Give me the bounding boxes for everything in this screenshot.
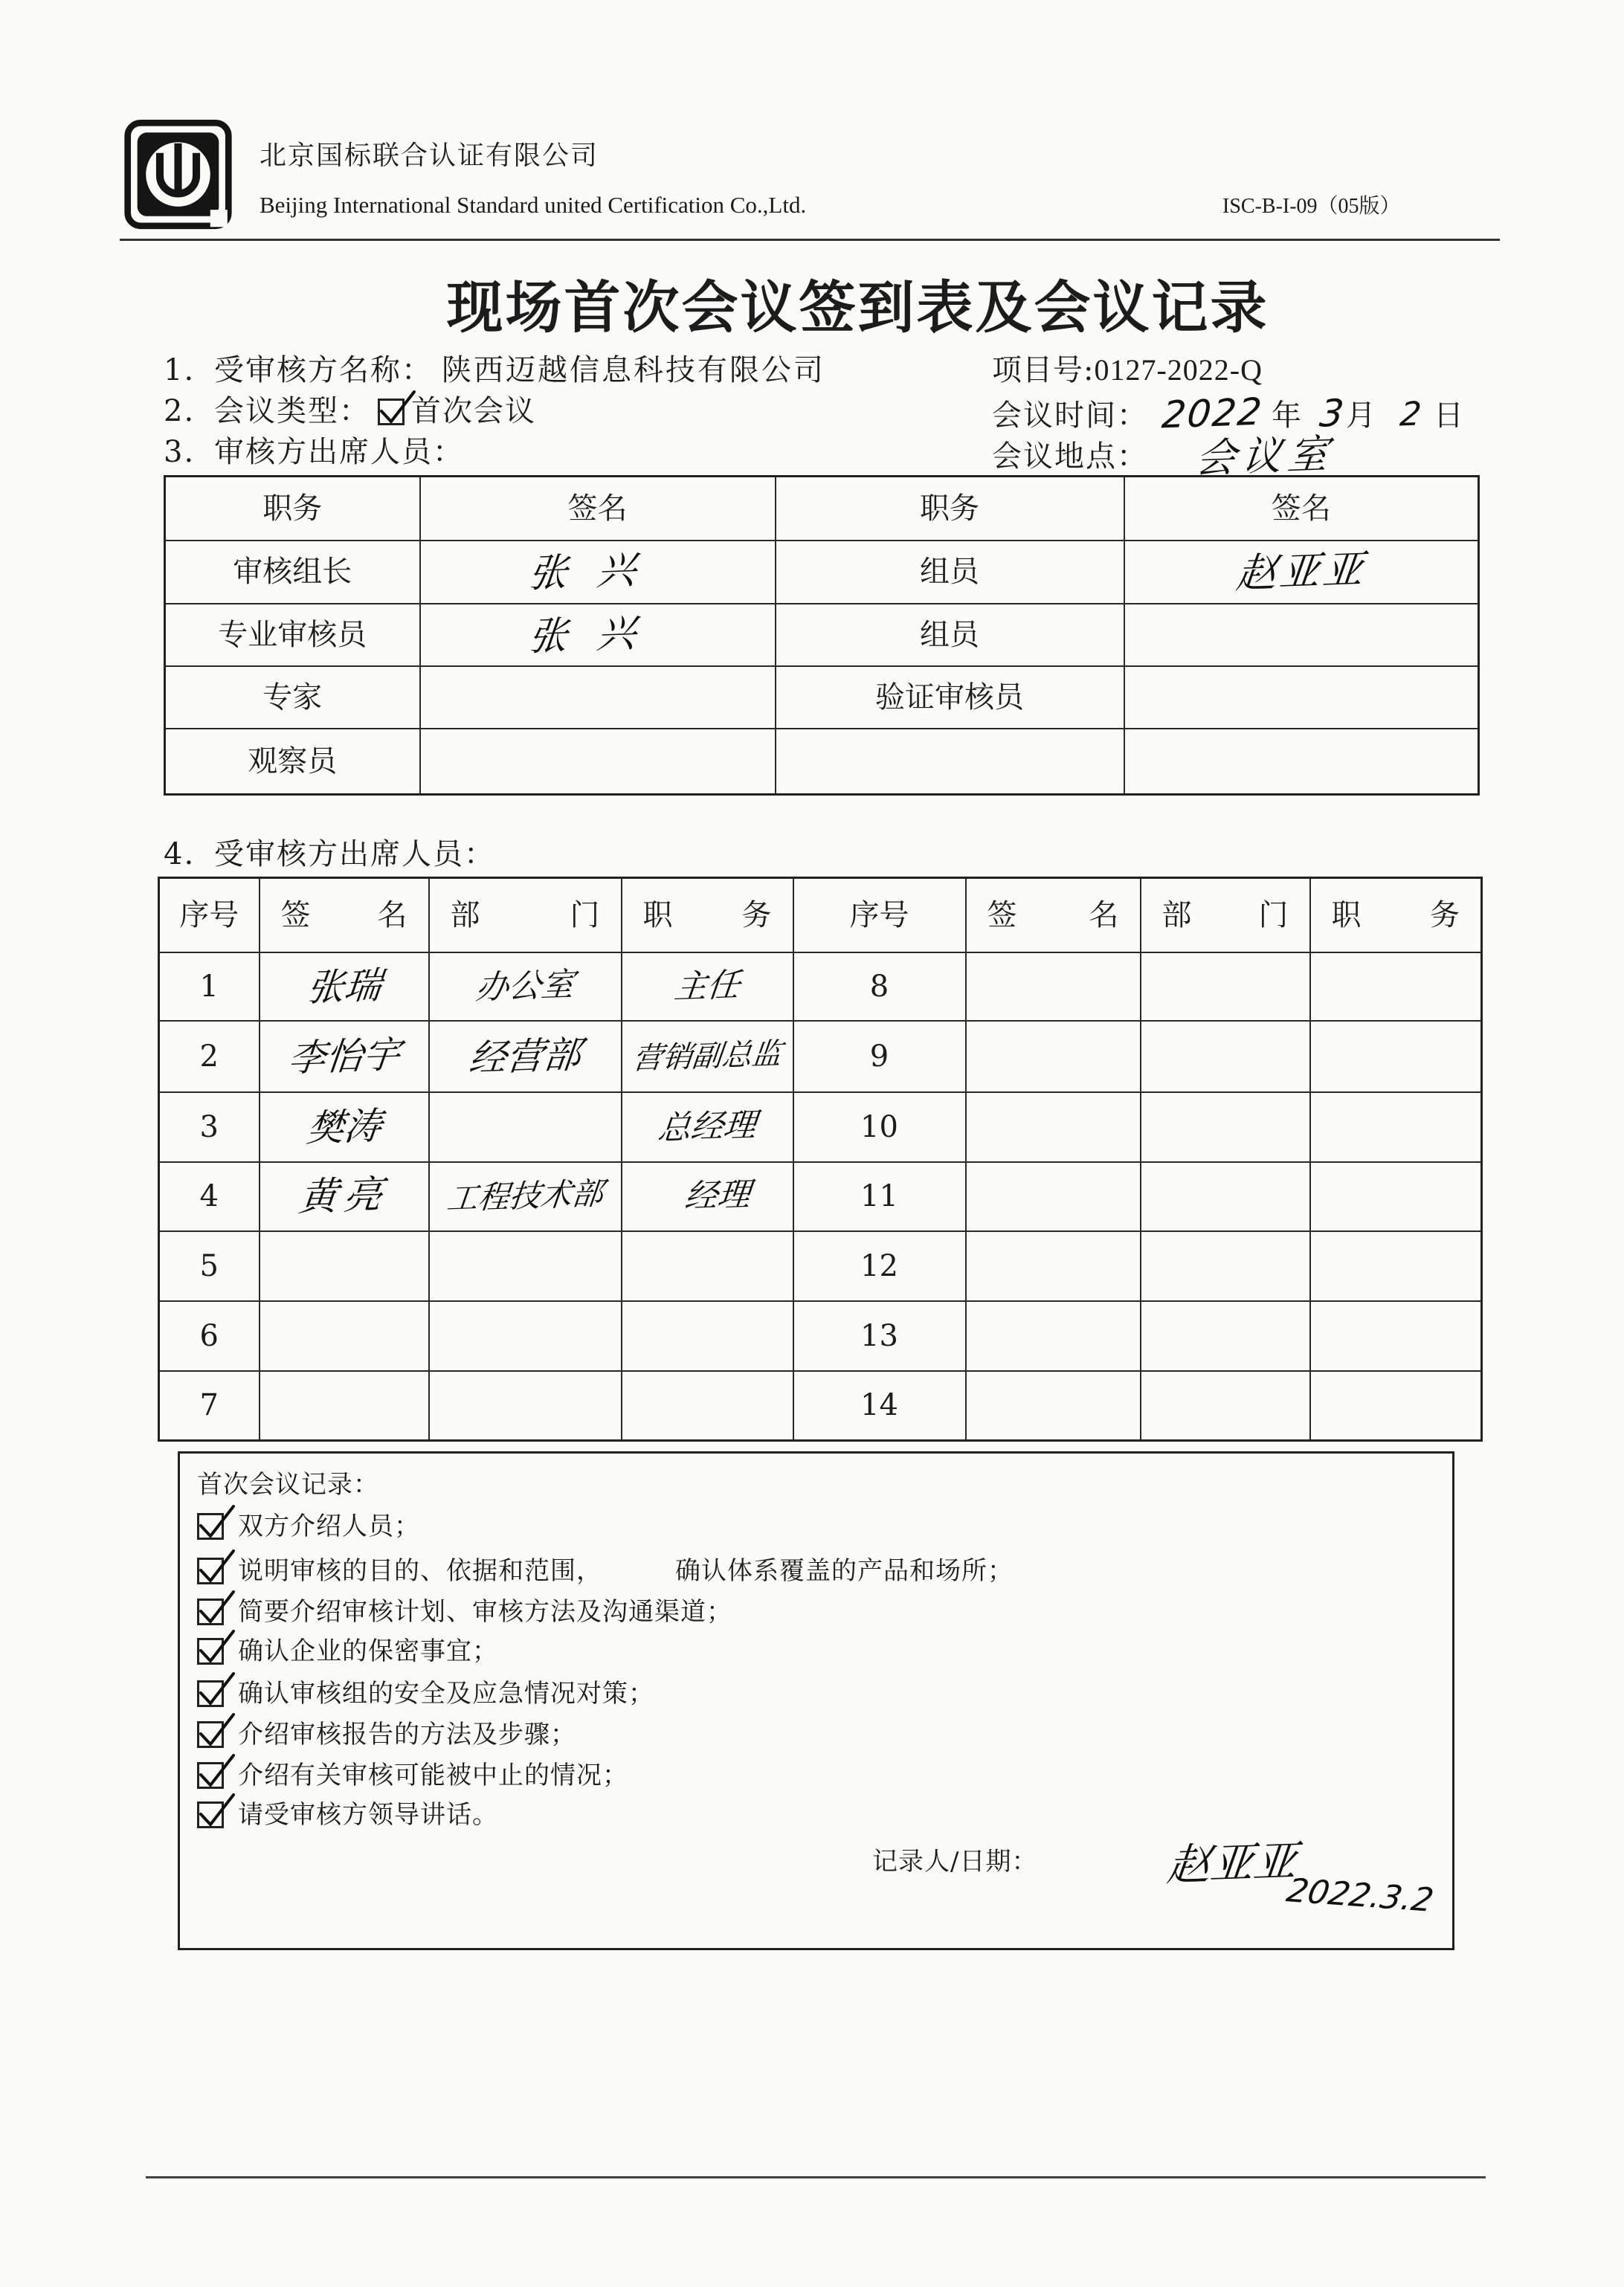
handwritten-signature: 赵亚亚 xyxy=(1234,545,1369,598)
table-row xyxy=(165,729,1479,795)
footer-rule xyxy=(146,2176,1486,2178)
meeting-place-handwritten: 会议室 xyxy=(1193,430,1337,483)
department-cell xyxy=(1141,1092,1310,1162)
checklist-item-continuation: 确认体系覆盖的产品和场所； xyxy=(675,1556,1014,1586)
form-code: ISC-B-I-09（05版） xyxy=(1222,195,1401,218)
position-cell xyxy=(1310,1371,1482,1441)
department-cell xyxy=(429,1231,622,1301)
department-cell xyxy=(429,1371,622,1441)
table-header-row xyxy=(159,878,1482,952)
row-number: 11 xyxy=(793,1162,966,1231)
checkbox-checked-icon xyxy=(197,1801,224,1828)
checkbox-checked-icon xyxy=(197,1638,224,1665)
department-cell xyxy=(1141,1162,1310,1231)
header-label: 签 名 xyxy=(987,897,1119,932)
header-label: 签 名 xyxy=(280,897,407,932)
checklist-item: 简要介绍审核计划、审核方法及沟通渠道； xyxy=(238,1597,732,1627)
row-number: 8 xyxy=(793,952,966,1021)
signature-cell xyxy=(966,1021,1141,1092)
role-cell xyxy=(776,729,1124,795)
audit-team-table xyxy=(164,475,1480,796)
checkbox-checked-icon xyxy=(197,1680,224,1707)
header-cell: 职务 xyxy=(165,477,420,541)
auditee-attendees-label: 受审核方出席人员： xyxy=(214,837,495,871)
checkbox-checked-icon xyxy=(197,1721,224,1748)
checklist-item: 说明审核的目的、依据和范围， xyxy=(238,1556,602,1586)
table-row xyxy=(165,541,1479,604)
position-cell xyxy=(622,1021,793,1092)
signature-cell xyxy=(1124,604,1479,666)
company-name-cn: 北京国标联合认证有限公司 xyxy=(260,141,599,171)
signature-cell xyxy=(966,1231,1141,1301)
signature-cell xyxy=(260,952,429,1021)
role-cell: 审核组长 xyxy=(165,541,420,604)
checklist-item: 介绍有关审核可能被中止的情况； xyxy=(238,1761,628,1790)
auditee-name: 陕西迈越信息科技有限公司 xyxy=(442,353,825,387)
signature-cell xyxy=(420,729,776,795)
checklist-item: 介绍审核报告的方法及步骤； xyxy=(238,1720,576,1749)
position-cell xyxy=(622,1371,793,1441)
signature-cell xyxy=(260,1371,429,1441)
position-cell xyxy=(622,952,793,1021)
header-cell xyxy=(1141,878,1310,952)
month-unit: 月 xyxy=(1346,399,1377,433)
department-cell xyxy=(1141,1231,1310,1301)
row-number: 13 xyxy=(793,1301,966,1371)
row-number: 5 xyxy=(159,1231,260,1301)
handwritten-signature: 樊涛 xyxy=(304,1103,384,1150)
header-cell: 职务 xyxy=(776,477,1124,541)
signature-cell xyxy=(420,541,776,604)
role-cell: 组员 xyxy=(776,541,1124,604)
year-unit: 年 xyxy=(1272,399,1303,433)
table-row xyxy=(159,1301,1482,1371)
project-number xyxy=(992,352,1263,388)
position-cell xyxy=(1310,1162,1482,1231)
handwritten-department: 经营部 xyxy=(466,1032,584,1080)
signature-cell xyxy=(966,1301,1141,1371)
checkbox-checked-icon xyxy=(197,1599,224,1625)
auditee-label: 受审核方名称： xyxy=(214,353,433,387)
handwritten-department: 办公室 xyxy=(474,965,576,1007)
project-number-label: 项目号: xyxy=(992,353,1095,387)
checklist-item: 确认企业的保密事宜； xyxy=(238,1636,498,1666)
checkbox-checked-icon xyxy=(197,1762,224,1789)
auditee-attendance-table xyxy=(158,877,1483,1442)
header-cell xyxy=(1310,878,1482,952)
row-number: 7 xyxy=(159,1371,260,1441)
position-cell xyxy=(622,1092,793,1162)
handwritten-signature: 张兴 xyxy=(526,546,668,597)
signature-cell xyxy=(260,1021,429,1092)
item-number: 1. xyxy=(164,353,196,387)
row-number: 3 xyxy=(159,1092,260,1162)
handwritten-position: 经理 xyxy=(683,1175,753,1216)
row-number: 9 xyxy=(793,1021,966,1092)
meeting-month-handwritten: 3 xyxy=(1317,391,1346,436)
item-number: 2. xyxy=(164,394,196,428)
header-cell: 签名 xyxy=(1124,477,1479,541)
table-row xyxy=(165,604,1479,666)
signature-cell xyxy=(260,1092,429,1162)
signature-cell xyxy=(260,1231,429,1301)
role-cell: 专业审核员 xyxy=(165,604,420,666)
header-label: 部 门 xyxy=(1161,897,1289,932)
recorder-date-label: 记录人/日期： xyxy=(872,1847,1038,1877)
handwritten-signature: 张兴 xyxy=(526,610,668,659)
row-number: 12 xyxy=(793,1231,966,1301)
header-cell xyxy=(260,878,429,952)
position-cell xyxy=(1310,1231,1482,1301)
row-number: 14 xyxy=(793,1371,966,1441)
table-row xyxy=(159,952,1482,1021)
header-label: 职 务 xyxy=(642,897,772,932)
handwritten-position: 总经理 xyxy=(656,1106,758,1147)
row-number: 1 xyxy=(159,952,260,1021)
header-label: 职 务 xyxy=(1331,897,1460,932)
header-cell: 签名 xyxy=(420,477,776,541)
department-cell xyxy=(429,952,622,1021)
signature-cell xyxy=(1124,666,1479,729)
signature-cell xyxy=(966,952,1141,1021)
header-label: 部 门 xyxy=(450,897,600,932)
table-row xyxy=(159,1162,1482,1231)
role-cell: 组员 xyxy=(776,604,1124,666)
checkbox-checked-icon xyxy=(197,1558,224,1584)
header-cell: 序号 xyxy=(159,878,260,952)
position-cell xyxy=(622,1162,793,1231)
position-cell xyxy=(1310,1301,1482,1371)
header-cell: 序号 xyxy=(793,878,966,952)
signature-cell xyxy=(1124,729,1479,795)
handwritten-signature: 黄亮 xyxy=(297,1172,391,1221)
department-cell xyxy=(1141,952,1310,1021)
department-cell xyxy=(1141,1371,1310,1441)
signature-cell xyxy=(966,1092,1141,1162)
signature-cell xyxy=(1124,541,1479,604)
table-row xyxy=(165,666,1479,729)
row-number: 6 xyxy=(159,1301,260,1371)
table-header-row xyxy=(165,477,1479,541)
day-unit: 日 xyxy=(1434,399,1465,433)
company-name-en: Beijing International Standard united Certification Co.,Ltd. xyxy=(260,192,807,218)
checkbox-checked-icon xyxy=(378,399,405,425)
department-cell xyxy=(429,1092,622,1162)
signature-cell xyxy=(260,1301,429,1371)
header-cell xyxy=(429,878,622,952)
checklist-item: 确认审核组的安全及应急情况对策； xyxy=(238,1679,654,1709)
department-cell xyxy=(1141,1021,1310,1092)
department-cell xyxy=(429,1162,622,1231)
header-cell xyxy=(966,878,1141,952)
department-cell xyxy=(1141,1301,1310,1371)
table-row xyxy=(159,1371,1482,1441)
table-row xyxy=(159,1021,1482,1092)
header-rule xyxy=(120,239,1500,241)
department-cell xyxy=(429,1021,622,1092)
role-cell: 专家 xyxy=(165,666,420,729)
role-cell: 验证审核员 xyxy=(776,666,1124,729)
item-number: 4. xyxy=(164,837,196,871)
page-title: 现场首次会议签到表及会议记录 xyxy=(446,274,1269,341)
row-number: 10 xyxy=(793,1092,966,1162)
meeting-time-label: 会议时间： xyxy=(992,399,1148,433)
recorder-date: 2022.3.2 xyxy=(1283,1871,1437,1920)
item-number: 3. xyxy=(164,435,196,469)
row-number: 4 xyxy=(159,1162,260,1231)
signature-cell xyxy=(966,1371,1141,1441)
signature-cell xyxy=(420,604,776,666)
position-cell xyxy=(1310,1092,1482,1162)
role-cell: 观察员 xyxy=(165,729,420,795)
meeting-type-label: 会议类型： xyxy=(214,394,370,428)
department-cell xyxy=(429,1301,622,1371)
table-row xyxy=(159,1231,1482,1301)
table-row xyxy=(159,1092,1482,1162)
header-cell xyxy=(622,878,793,952)
checklist-item: 请受审核方领导讲话。 xyxy=(238,1800,498,1830)
project-number-value: 0127-2022-Q xyxy=(1094,353,1263,387)
meeting-type-value: 首次会议 xyxy=(411,394,536,428)
signature-cell xyxy=(260,1162,429,1231)
handwritten-signature: 张瑞 xyxy=(304,963,384,1010)
handwritten-signature: 李怡宇 xyxy=(286,1032,402,1080)
position-cell xyxy=(1310,952,1482,1021)
company-logo xyxy=(124,120,232,231)
signature-cell xyxy=(420,666,776,729)
recorder-signature: 赵亚亚 xyxy=(1164,1835,1300,1891)
handwritten-department: 工程技术部 xyxy=(445,1175,605,1217)
handwritten-position: 主任 xyxy=(672,965,742,1007)
meeting-place-label: 会议地点： xyxy=(992,439,1148,474)
meeting-day-handwritten: 2 xyxy=(1398,395,1423,434)
handwritten-position: 营销副总监 xyxy=(631,1036,784,1077)
position-cell xyxy=(622,1301,793,1371)
row-number: 2 xyxy=(159,1021,260,1092)
meeting-record-title: 首次会议记录： xyxy=(197,1470,379,1500)
position-cell xyxy=(1310,1021,1482,1092)
checklist-item: 双方介绍人员； xyxy=(238,1512,420,1541)
position-cell xyxy=(622,1231,793,1301)
signature-cell xyxy=(966,1162,1141,1231)
checkbox-checked-icon xyxy=(197,1513,224,1540)
meeting-year-handwritten: 2022 xyxy=(1159,390,1266,437)
audit-attendees-label: 审核方出席人员： xyxy=(214,435,464,469)
